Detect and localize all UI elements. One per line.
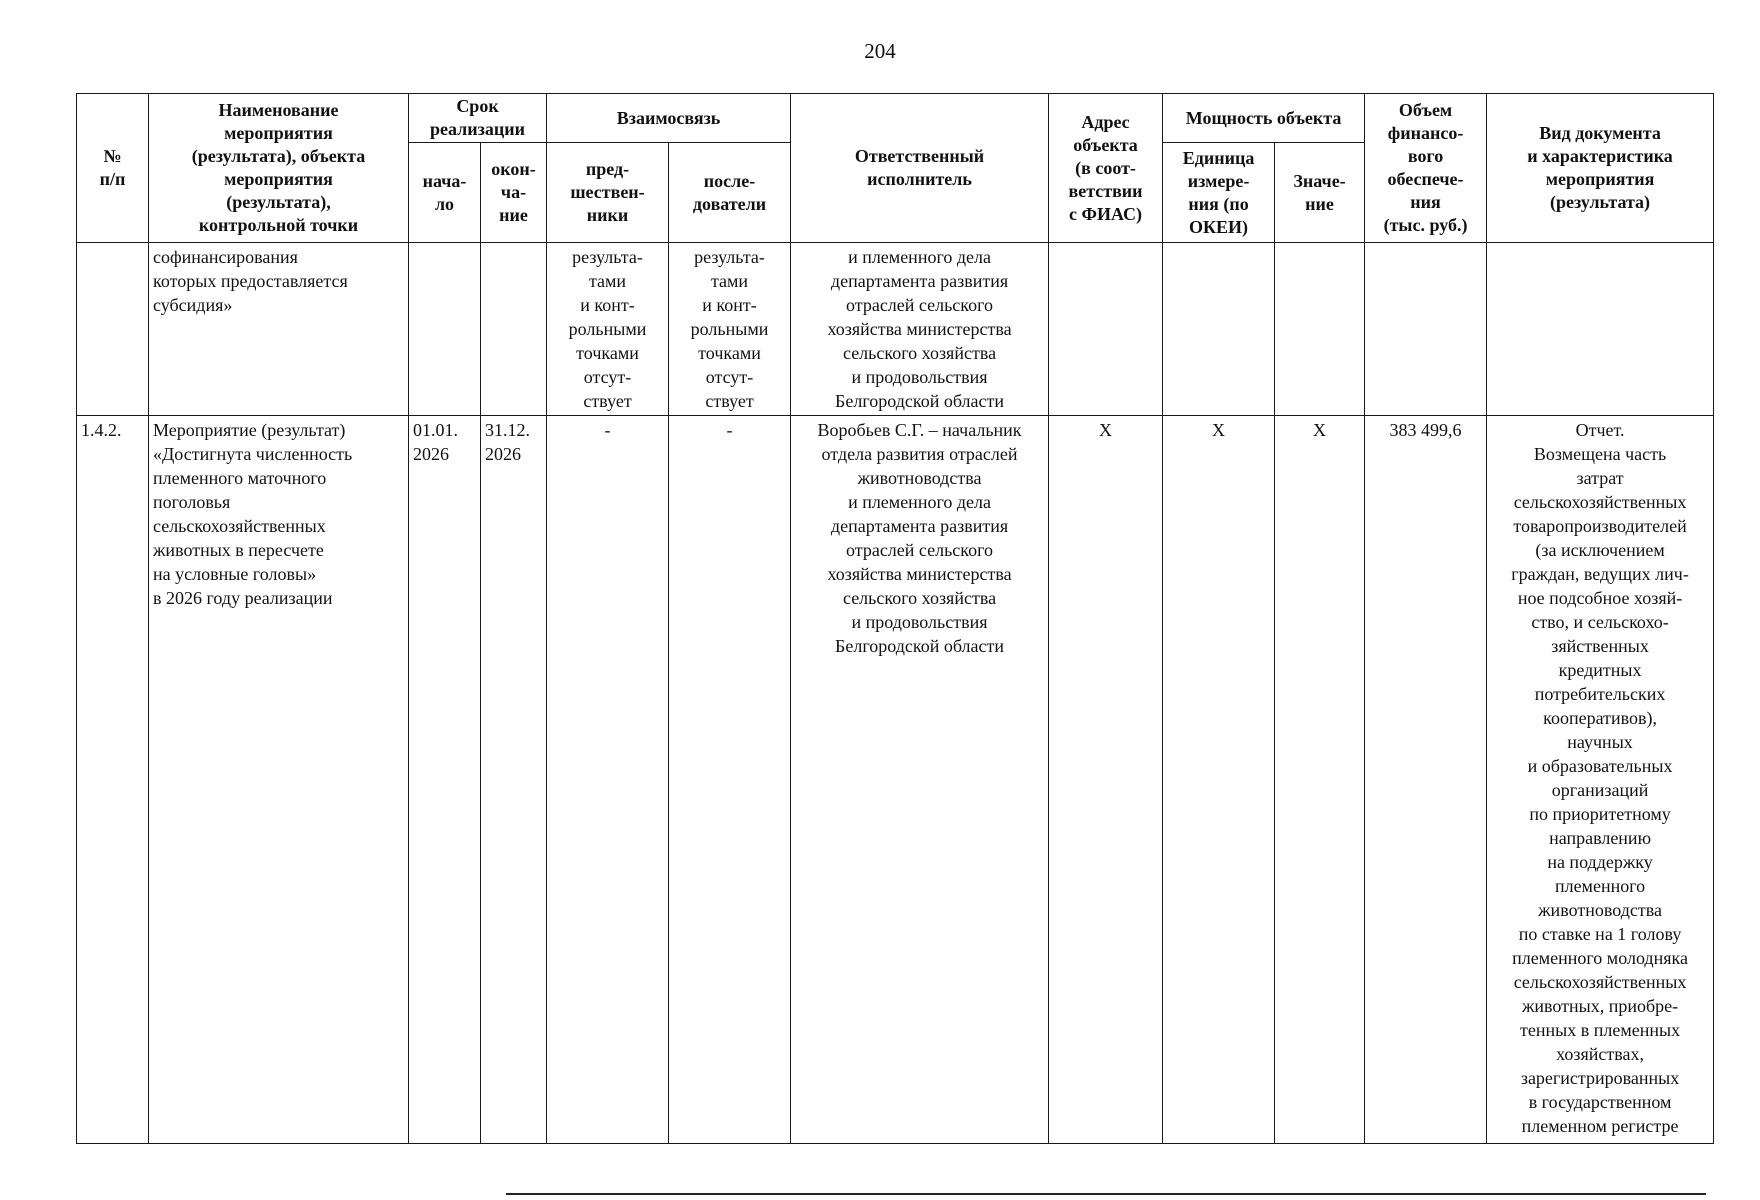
cell-name: Мероприятие (результат) «Достигнута численность племенного маточного поголовья сельскохозяйственных животных в пересчете на условные головы» в 2026 году реализации (149, 416, 409, 1144)
cell-successors: результа- тами и конт- рольными точками отсут- ствует (669, 243, 791, 416)
cell-finance: 383 499,6 (1365, 416, 1487, 1144)
cell-responsible: Воробьев С.Г. – начальник отдела развития отраслей животноводства и племенного дела департамента развития отраслей сельского хозяйства министерства сельского хозяйства и продовольствия Белгородской области (791, 416, 1049, 1144)
cell-successors: - (669, 416, 791, 1144)
cell-number: 1.4.2. (77, 416, 149, 1144)
cell-predecessors: - (547, 416, 669, 1144)
cell-doctype: Отчет. Возмещена часть затрат сельскохозяйственных товаропроизводителей (за исключением граждан, ведущих лич- ное подсобное хозяй- ство, и сельскохо- зяйственных кредитных потребительских кооперативов), научных и образовательных организаций по приоритетному направлению на поддержку племенного животноводства по ставке на 1 голову племенного молодняка сельскохозяйственных животных, приобре- тенных в племенных хозяйствах, зарегистрированных в государственном племенном регистре (1487, 416, 1714, 1144)
cell-start: 01.01. 2026 (409, 416, 481, 1144)
header-term-end: окон- ча- ние (481, 143, 547, 243)
bottom-rule (506, 1193, 1706, 1195)
cell-predecessors: результа- тами и конт- рольными точками отсут- ствует (547, 243, 669, 416)
cell-unit (1163, 243, 1275, 416)
header-responsible: Ответственный исполнитель (791, 94, 1049, 243)
header-capacity: Мощность объекта (1163, 94, 1365, 143)
header-capacity-unit: Единица измере- ния (по ОКЕИ) (1163, 143, 1275, 243)
cell-value: X (1275, 416, 1365, 1144)
header-link: Взаимосвязь (547, 94, 791, 143)
cell-unit: X (1163, 416, 1275, 1144)
header-address: Адрес объекта (в соот- ветствии с ФИАС) (1049, 94, 1163, 243)
activity-table (76, 93, 1714, 1144)
header-doctype: Вид документа и характеристика мероприятия (результата) (1487, 94, 1714, 243)
cell-responsible: и племенного дела департамента развития отраслей сельского хозяйства министерства сельского хозяйства и продовольствия Белгородской области (791, 243, 1049, 416)
header-term: Срок реализации (409, 94, 547, 143)
cell-start (409, 243, 481, 416)
header-name: Наименование мероприятия (результата), объекта мероприятия (результата), контрольной точки (149, 94, 409, 243)
header-number: № п/п (77, 94, 149, 243)
cell-end: 31.12. 2026 (481, 416, 547, 1144)
table-row (77, 243, 1714, 416)
cell-address (1049, 243, 1163, 416)
header-capacity-value: Значе- ние (1275, 143, 1365, 243)
header-link-predecessors: пред- шествен- ники (547, 143, 669, 243)
table-row (77, 416, 1714, 1144)
cell-finance (1365, 243, 1487, 416)
header-finance: Объем финансо- вого обеспече- ния (тыс. руб.) (1365, 94, 1487, 243)
header-link-successors: после- дователи (669, 143, 791, 243)
cell-number (77, 243, 149, 416)
cell-doctype (1487, 243, 1714, 416)
header-term-start: нача- ло (409, 143, 481, 243)
page-number: 204 (864, 39, 896, 63)
cell-address: X (1049, 416, 1163, 1144)
cell-name: софинансирования которых предоставляется субсидия» (149, 243, 409, 416)
cell-end (481, 243, 547, 416)
cell-value (1275, 243, 1365, 416)
